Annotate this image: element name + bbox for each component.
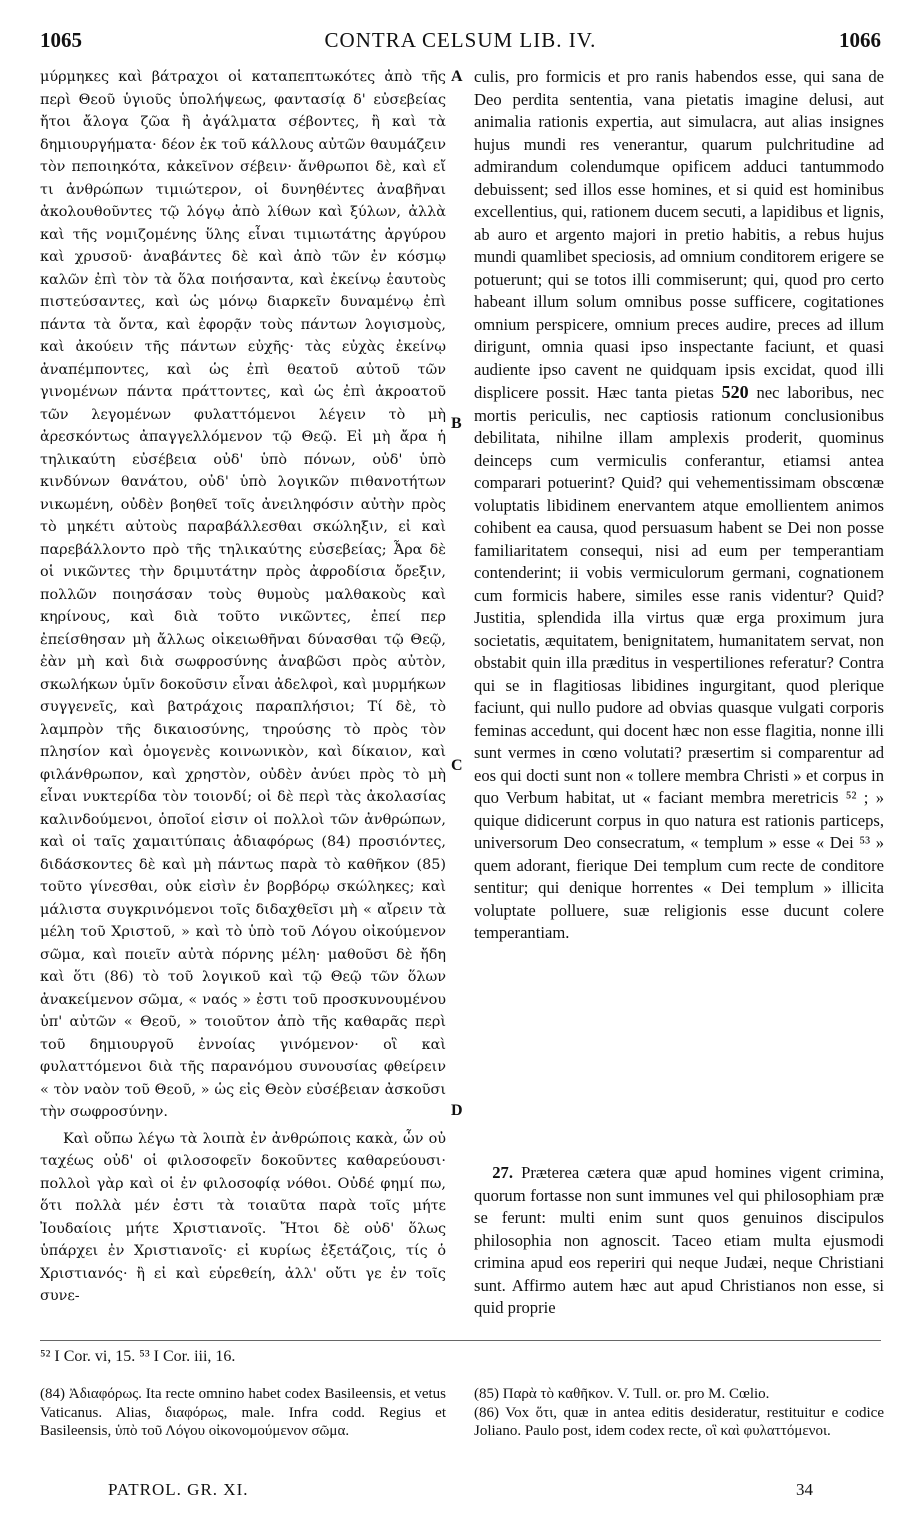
footnote-86: (86) Vox ὅτι, quæ in antea editis desideratur, restituitur e codice Joliano. Paulo post, idem codex recte, οἳ καὶ φυλαττόμενοι. <box>474 1404 884 1439</box>
greek-paragraph-1: μύρμηκες καὶ βάτραχοι οἱ καταπεπτωκότες ἀπὸ τῆς περὶ Θεοῦ ὑγιοῦς ὑπολήψεως, φαντασίᾳ δ' εὐσεβείας ἤτοι ἄλογα ζῶα ἢ ἀγάλματα σέβοντες, ἢ καὶ τὰ δημιουργήματα· δέον ἐκ τοῦ κάλλους αὐτῶν θαυμάζειν τὸν πεποιηκότα, κἀκεῖνον σέβειν· ἄνθρωποι δὲ, καὶ εἴ τι ἀνθρώπων τιμιώτερον, οἱ δυνηθέντες ἀναβῆναι ἀκολουθοῦντες τῷ λόγῳ ἀπὸ λίθων καὶ ξύλων, ἀλλὰ καὶ τῆς νομιζομένης ὕλης εἶναι τιμιωτάτης ἀργύρου καὶ χρυσοῦ· ἀναβάντες δὲ καὶ ἀπὸ τῶν ἐν κόσμῳ καλῶν ἐπὶ τὸν τὰ ὅλα ποιήσαντα, καὶ ἐκείνῳ ἑαυτοὺς πιστεύσαντες, καὶ ὡς μόνῳ διαρκεῖν δυναμένῳ ἐπὶ πάντα τὰ ὄντα, καὶ ἐφορᾷν τοὺς πάντων λογισμοὺς, καὶ ἀκούειν τῆς πάντων εὐχῆς· τὰς εὐχὰς ἐκείνῳ ἀναπέμποντες, καὶ ὡς ἐπὶ θεατοῦ αὐτοῦ τῶν γινομένων πάντα πράττοντες, καὶ ὡς ἐπὶ ἀκροατοῦ τῶν λεγομένων φυλαττόμενοι λέγειν τὸ μὴ ἀρεσκόντως ἀπαγγελλόμενον τῷ Θεῷ. Εἰ μὴ ἄρα ἡ τηλικαύτη εὐσέβεια οὐδ' ὑπὸ πόνων, οὐδ' ὑπὸ κινδύνων θανάτου, οὐδ' ὑπὸ λογικῶν πιθανοτήτων νικωμένη, οὐδὲν βοηθεῖ τοῖς ἀνειληφόσιν αὐτὴν πρὸς τὸ μηκέτι αὐτοὺς παραβάλλεσθαι σκώληξιν, εἰ καὶ παρεβάλλοντο πρὸ τῆς τηλικαύτης εὐσεβείας; Ἆρα δὲ οἱ νικῶντες τὴν δριμυτάτην πρὸς ἀφροδίσια ὄρεξιν, πολλῶν ποιησάσαν τοὺς θυμοὺς μαλθακοὺς καὶ κηρίνους, καὶ διὰ τοῦτο νικῶντες, ἐπεί περ ἐπείσθησαν μὴ ἄλλως οἰκειωθῆναι δύνασθαι τῷ Θεῷ, ἐὰν μὴ καὶ διὰ σωφροσύνης ἀναβῶσι πρὸς αὐτὸν, σκωλήκων ὑμῖν δοκοῦσιν εἶναι ἀδελφοὶ, καὶ μυρμήκων συγγενεῖς, καὶ βατράχοις παραπλήσιοι; Τί δὲ, τὸ λαμπρὸν τῆς δικαιοσύνης, τηρούσης τὸ πρὸς τὸν πλησίον καὶ ὁμογενὲς κοινωνικὸν, καὶ δίκαιον, καὶ φιλάνθρωπον, καὶ χρηστὸν, οὐδὲν ἀνύει πρὸς τὸ μὴ εἶναι νυκτερίδα τὸν τοιονδί; οἱ δὲ περὶ τὰς ἀκολασίας καλινδούμενοι, ὁποῖοί εἰσιν οἱ πολλοὶ τῶν ἀνθρώπων, καὶ οἱ ταῖς χαμαιτύπαις ἀδιαφόρως (84) προσιόντες, διδάσκοντες δὲ καὶ μὴ πάντως παρὰ τὸ καθῆκον (85) τοῦτο γίνεσθαι, οὐκ εἰσὶν ἐν βορβόρῳ σκώληκες; καὶ μάλιστα συγκρινόμενοι τοῖς διδαχθεῖσι μὴ « αἴρειν τὰ μέλη τοῦ Χριστοῦ, » καὶ τὸ ὑπὸ τοῦ Λόγου οἰκούμενον σῶμα, καὶ ποιεῖν αὐτὰ πόρνης μέλη· μαθοῦσι δὲ ἤδη καὶ ὅτι (86) τὸ τοῦ λογικοῦ καὶ τῷ Θεῷ τῶν ὅλων ἀνακείμενον σῶμα, « ναός » ἐστι τοῦ προσκυνουμένου ὑπ' αὐτῶν « Θεοῦ, » τοιοῦτον ἀπὸ τῆς καθαρᾶς περὶ τοῦ δημιουργοῦ ἐννοίας γινόμενον· οἳ καὶ φυλαττόμενοι διὰ τῆς παρανόμου συνουσίας φθείρειν « τὸν ναὸν τοῦ Θεοῦ, » ὡς εἰς Θεὸν εὐσέβειαν ἀσκοῦσι τὴν σωφροσύνην. <box>40 69 446 1120</box>
footnote-divider <box>40 1340 881 1341</box>
running-header <box>40 28 881 58</box>
greek-column <box>40 66 446 1308</box>
footnote-85: (85) Παρὰ τὸ καθῆκον. V. Tull. or. pro M. Cœlio. <box>474 1386 770 1402</box>
chapter-number: 27. <box>492 1163 513 1182</box>
footnotes-right <box>474 1385 884 1441</box>
latin-text-part-2: nec laboribus, nec mortis periculis, nec captiosis rationum conclusionibus debilitata, nihilne illam amplexis proderit, quominus deinceps cum vermiculis conferantur, etiamsi antea comparari potuerint? Quid? qui vehementissimam obscœnæ voluptatis libidinem enervantem atque emollientem animos cohibent ea causa, quod persuasum habent se Dei non posse familiaritatem consequi, nisi ad eum per temperantiam contenderint; ii vobis vermiculorum germani, cognationem cum formicis habere, similes esse ranis videntur? Quid? Justitia, splendida illa virtus quæ erga proximum jura societatis, æquitatem, benignitatem, humanitatem servat, non obstabit quin illa præditus in vespertiliones referatur? Contra qui se in flagitiosas libidines ingurgitant, quod plerique faciunt, qui nullo pudore ad obvias quasque vulgati corporis feminas accedunt, qui docent hæc non esse flagitia, nonne illi sunt vermes in cœno volutati? præsertim si comparentur ad eos qui docti sunt non « tollere membra Christi » et corpus in quo Verbum habitat, ut « faciant membra meretricis ⁵² ; » quique didicerunt corpus in quo natura est rationis particeps, universorum Deo consecratum, « templum » esse « Dei ⁵³ » quem adorant, fierique Dei templum cum recte de conditore sentitur; qui denique horrentes « Dei templum » illicita voluptate polluere, suæ religionis esse ducunt colere temperantiam. <box>474 383 884 942</box>
margin-letter-b: B <box>451 415 462 432</box>
page-number-right: 1066 <box>839 28 881 52</box>
footnote-84: (84) Ἀδιαφόρως. Ita recte omnino habet codex Basileensis, et vetus Vaticanus. Alias, διαφόρως, male. Infra codd. Regius et Basileensis, ὑπὸ τοῦ Λόγου οἰκονομούμενον σῶμα. <box>40 1386 446 1439</box>
latin-text <box>474 66 884 945</box>
margin-letter-d: D <box>451 1102 463 1119</box>
chapter-text: Præterea cætera quæ apud homines vigent crimina, quorum fortasse non sunt immunes vel qui philosophiam præ se ferunt: multi enim sunt quos genuinos discipulos philosophia non agnoscit. Taceo etiam multa ejusmodi crimina apud eos reperiri qui neque Judæi, neque Christiani sunt. Affirmo autem hæc aut apud Christianos non esse, si quid proprie <box>474 1163 884 1317</box>
chapter-27 <box>474 1162 884 1320</box>
running-title: CONTRA CELSUM LIB. IV. <box>324 28 597 52</box>
latin-text-part-1: culis, pro formicis et pro ranis habendos esse, qui sana de Deo perdita sententia, vana pietatis imagine delusi, aut animalia rationis expertia, aut simulacra, aut alias insignes hujus mundi res venerantur, quarum pulchritudine ad admirandum colendumque opificem adduci tantummodo debuissent; sed illos esse homines, et si quid est hominibus excellentius, qui, rationem ducem secuti, a lapidibus et lignis, ab auro et argento majori in pretio habitis, a rebus hujus mundi quamlibet speciosis, ad omnium conditorem erigere se potuerunt; qui se totos illi commiserunt; qui, quod pro certo habeant illum solum omnibus posse sufficere, cogitationes omnium perspicere, omnium preces audire, preces ad illum dirigunt, omnia quasi ipso inspectante faciunt, et quasi audiente ipso cavent ne quidquam ipsis excidat, quod illi displicere possit. Hæc tanta pietas <box>474 67 884 402</box>
greek-paragraph-2: Καὶ οὔπω λέγω τὰ λοιπὰ ἐν ἀνθρώποις κακὰ, ὧν οὐ ταχέως οὐδ' οἱ φιλοσοφεῖν δοκοῦντες καθαρεύουσι· πολλοὶ γὰρ καὶ οἱ ἐν φιλοσοφίᾳ νόθοι. Οὐδέ φημί πω, ὅτι πολλὰ μέν ἐστι τὰ τοιαῦτα παρὰ τοῖς μήτε Ἰουδαίοις μήτε Χριστιανοῖς. Ἤτοι δὲ οὐδ' ὅλως ὑπάρχει ἐν Χριστιανοῖς· εἰ κυρίως ἐξετάζοις, τίς ὁ Χριστιανός· ἢ εἰ καὶ εὑρεθείη, ἀλλ' οὔτι γε ἐν τοῖς συνε- <box>40 1130 446 1304</box>
page-marker: 520 <box>721 382 749 402</box>
scripture-references: ⁵² I Cor. vi, 15. ⁵³ I Cor. iii, 16. <box>40 1348 236 1365</box>
page-number-left: 1065 <box>40 28 82 52</box>
footer-volume: PATROL. GR. XI. <box>108 1480 249 1499</box>
footnotes-left <box>40 1385 446 1441</box>
margin-letter-a: A <box>451 68 463 85</box>
margin-letter-c: C <box>451 757 463 774</box>
footer-signature: 34 <box>796 1480 813 1499</box>
